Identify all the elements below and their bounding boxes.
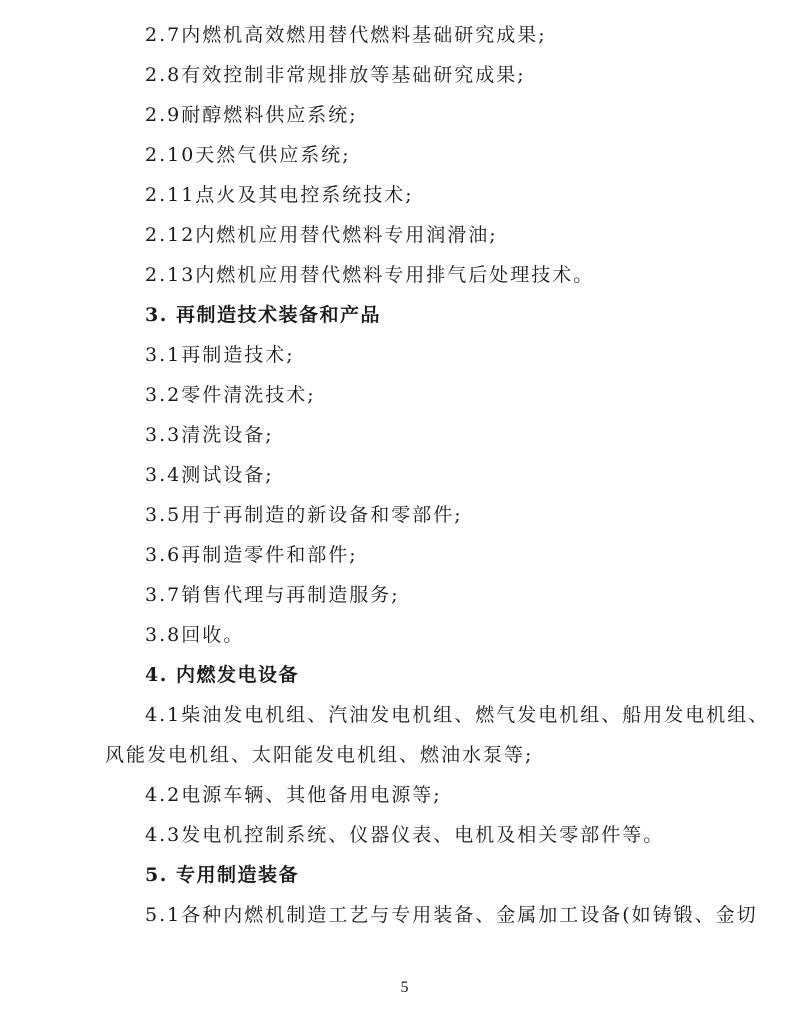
list-item-2-8: 2.8有效控制非常规排放等基础研究成果;: [145, 64, 526, 86]
list-item-3-5: 3.5用于再制造的新设备和零部件;: [145, 504, 463, 526]
list-item-3-2: 3.2零件清洗技术;: [145, 384, 316, 406]
page-number: 5: [400, 979, 409, 996]
section-heading-5: 5. 专用制造装备: [145, 864, 299, 886]
list-item-3-8: 3.8回收。: [145, 624, 245, 646]
list-item-3-6: 3.6再制造零件和部件;: [145, 544, 358, 566]
list-item-4-3: 4.3发电机控制系统、仪器仪表、电机及相关零部件等。: [145, 824, 665, 846]
list-item-2-7: 2.7内燃机高效燃用替代燃料基础研究成果;: [145, 24, 547, 46]
list-item-5-1: 5.1各种内燃机制造工艺与专用装备、金属加工设备(如铸锻、金切: [145, 904, 758, 926]
section-heading-4: 4. 内燃发电设备: [145, 664, 299, 686]
list-item-2-10: 2.10天然气供应系统;: [145, 144, 351, 166]
list-item-3-1: 3.1再制造技术;: [145, 344, 295, 366]
list-item-2-11: 2.11点火及其电控系统技术;: [145, 184, 414, 206]
list-item-3-4: 3.4测试设备;: [145, 464, 274, 486]
list-item-2-12: 2.12内燃机应用替代燃料专用润滑油;: [145, 224, 498, 246]
list-item-2-13: 2.13内燃机应用替代燃料专用排气后处理技术。: [145, 264, 595, 286]
list-item-4-1: 4.1柴油发电机组、汽油发电机组、燃气发电机组、船用发电机组、: [145, 704, 770, 726]
section-heading-3: 3. 再制造技术装备和产品: [145, 304, 381, 326]
list-item-4-1-continued: 风能发电机组、太阳能发电机组、燃油水泵等;: [105, 744, 534, 766]
list-item-4-2: 4.2电源车辆、其他备用电源等;: [145, 784, 442, 806]
list-item-2-9: 2.9耐醇燃料供应系统;: [145, 104, 358, 126]
list-item-3-7: 3.7销售代理与再制造服务;: [145, 584, 400, 606]
list-item-3-3: 3.3清洗设备;: [145, 424, 274, 446]
